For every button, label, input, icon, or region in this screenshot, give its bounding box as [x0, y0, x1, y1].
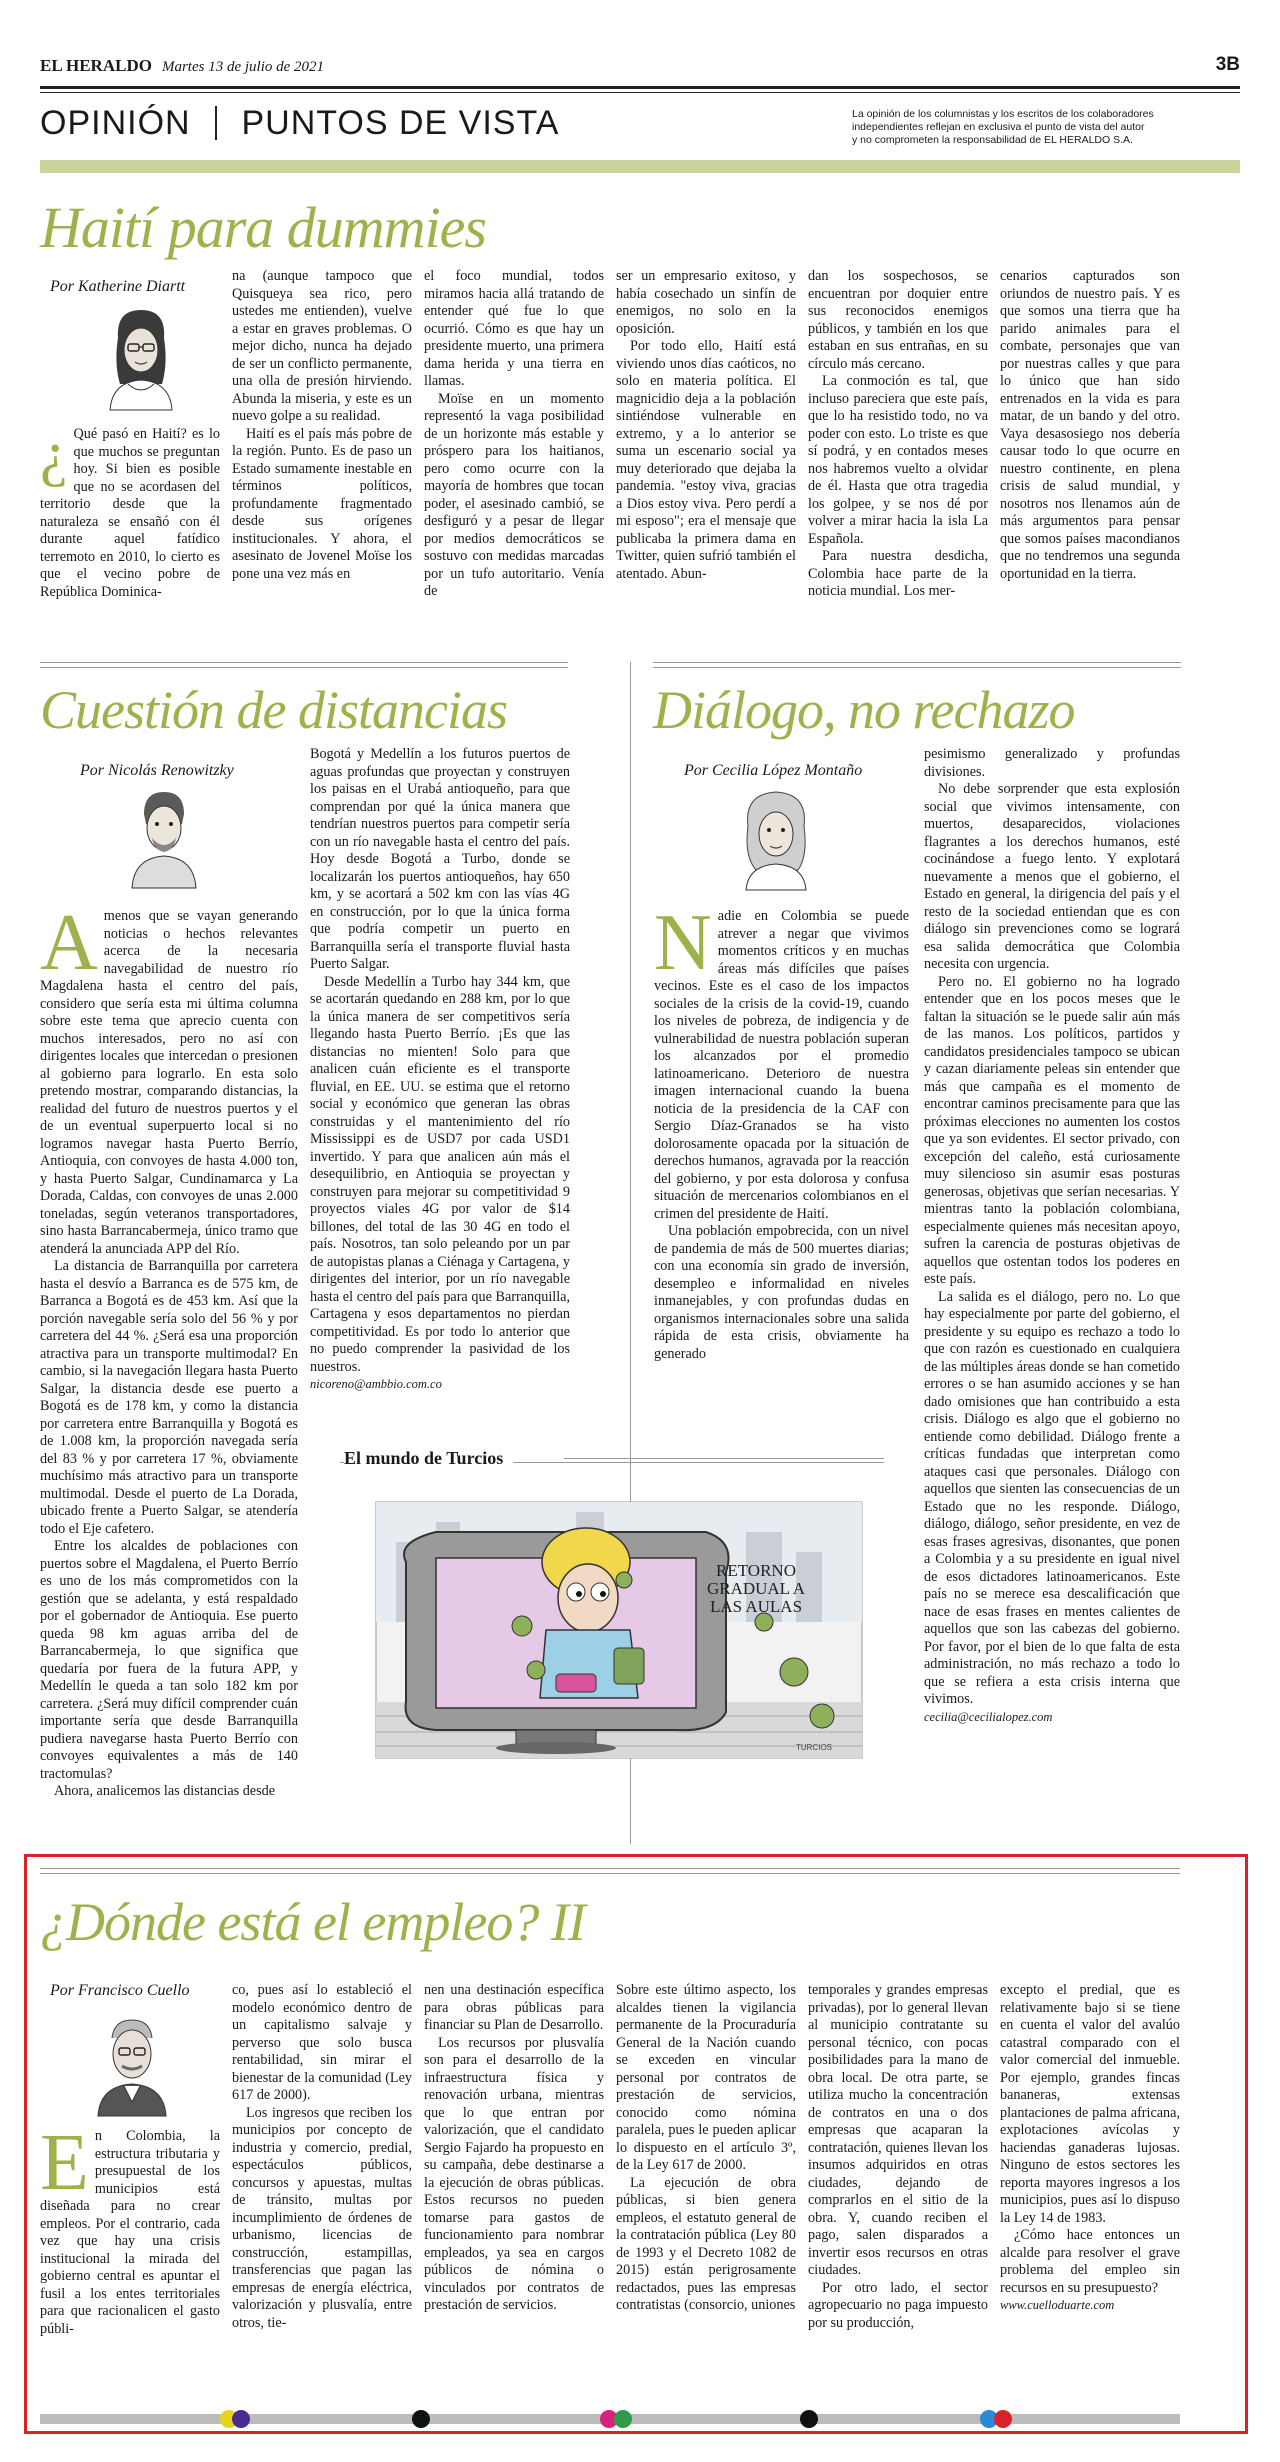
paragraph: co, pues así lo estableció el modelo económico dentro de un capitalismo salvaje y perverso que solo busca rentabilidad, sin mirar el bienestar de la comunidad (Ley 617 de 2000).: [232, 1982, 412, 2103]
paragraph: Los ingresos que reciben los municipios por concepto de industria y comercio, predial, espectáculos públicos, concursos y apuestas, multas de tránsito, multas por incumplimiento de órdenes de urbanismo, licencias de construcción, estampillas, transferencias que pagan las empresas de energía eléctrica, valorización y plusvalía, entre otros, tie-: [232, 2104, 412, 2331]
paragraph: Los recursos por plusvalía son para el desarrollo de la infraestructura física y renovación urbana, mientras que lo que entran por valorización, que el candidato Sergio Fajardo ha propuesto en su campaña, debe destinarse a la ejecución de obras públicas. Estos recursos no pueden tomarse para gastos de funcionamiento para nombrar empleados, ya sea en cargos públicos de nómina o vinculados por contratos de prestación de servicios.: [424, 2034, 604, 2313]
paragraph: La conmoción es tal, que incluso pareciera que este país, que lo ha resistido todo, no va poder con esto. Lo triste es que sí podrá, y en contados meses nos habremos vuelto a olvidar de él. Hasta que otra tragedia los golpee, y se nos dé por volver a mirar hacia la isla La Española.: [808, 373, 988, 547]
paragraph: Por otro lado, el sector agropecuario no paga impuesto por su producción,: [808, 2279, 988, 2331]
cartoon-illustration: [376, 1502, 862, 1758]
cartoon-rule-right: [564, 1458, 884, 1459]
paragraph: cenarios capturados son oriundos de nuestro país. Y es que somos una tierra que ha parido animales para el combate, personajes que van por nuestras calles y que para lo único que han sido entrenados en la vida es para matar, de un bando y del otro. Vaya desasosiego nos debería causar todo lo que ocurre en nuestro continente, en plena crisis de salud mundial, y nosotros nos llenamos aún de más argumentos para pensar que somos países macondianos que no tendremos una segunda oportunidad en la tierra.: [1000, 268, 1180, 582]
cartoon-rule-right-b: [564, 1462, 884, 1463]
article2-email: nicoreno@ambbio.com.co: [310, 1377, 442, 1391]
section-divider: [215, 106, 217, 140]
article1-headline: Haití para dummies: [40, 195, 486, 260]
reg-dot-8: [994, 2410, 1012, 2428]
cartoon-section-title: El mundo de Turcios: [344, 1448, 513, 1469]
cartoon-signature: TURCIOS: [796, 1743, 832, 1752]
article4-column-5: [808, 1982, 988, 2376]
paragraph: Para nuestra desdicha, Colombia hace parte de la noticia mundial. Los mer-: [808, 548, 988, 599]
article1-column-3: [424, 268, 604, 608]
registration-marks: [40, 2410, 1180, 2428]
paragraph: Bogotá y Medellín a los futuros puertos de aguas profundas que proyectan y construyen los paisas en el Urabá antioqueño, para que comprendan por qué la única manera que tendrían nuestros puertos para competir sería con un río navegable hasta el centro del país. Hoy desde Bogotá a Turbo, donde se localizarán los puertos antioqueños, hay 650 km, y se acortará a 502 km con las vías 4G en construcción, por lo que la única forma que podría competir un puerto en Barranquilla sería el transporte fluvial hasta Puerto Salgar.: [310, 746, 570, 972]
article1-column-2: [232, 268, 412, 608]
cartoon-caption-2: GRADUAL A: [706, 1579, 806, 1598]
article4-column-2: [232, 1982, 412, 2376]
paragraph: excepto el predial, que es relativamente bajo si se tiene en cuenta el valor del avalúo catastral comparado con el valor comercial del inmueble. Por ejemplo, grandes fincas bananeras, extensas plantaciones de palma africana, explotaciones avícolas y haciendas ganaderas lujosas. Ninguno de estos sectores les reporta mayores ingresos a los municipios, pues así lo dispuso la Ley 14 de 1983.: [1000, 1982, 1180, 2226]
author-portrait-francisco: [92, 2010, 172, 2116]
paragraph: temporales y grandes empresas privadas), por lo general llevan al municipio contratante su personal técnico, con pocas posibilidades para la mano de obra local. De otra parte, se utiliza mucho la concentración de contratos en una o dos empresas que acaparan la contratación, quienes llevan los insumos adquiridos en otras ciudades, dejando de comprarlos en el sitio de la obra. Y, cuando reciben el pago, salen disparados a invertir esos recursos en otras ciudades.: [808, 1982, 988, 2278]
paragraph: Haití es el país más pobre de la región. Punto. Es de paso un Estado sumamente inestable en términos políticos, profundamente fragmentado desde sus orígenes institucionales. Y ahora, el asesinato de Jovenel Moïse los pone una vez más en: [232, 425, 412, 582]
paragraph: Una población empobrecida, con un nivel de pandemia de más de 500 muertes diarias; con una economía sin grado de inversión, desempleo e informalidad en niveles inmanejables, y con profundas dudas en organismos internacionales sobre una salida rápida de esta crisis, obviamente ha generado: [654, 1223, 909, 1362]
article4-rule: [40, 1868, 1180, 1869]
author-portrait-nicolas: [124, 784, 204, 888]
paper-name: EL HERALDO: [40, 56, 152, 75]
article2-column-1: A menos que se vayan generando noticias o hechos relevantes acerca de la necesaria navegabilidad de nuestro río Magdalena hasta el centro del país, considero que sería esta mi última columna sobre este tema que aprecio cuenta con muchos interesados, pero no así con dirigentes locales que intercedan o presionen al gobierno para lograrlo. En esta solo pretendo mostrar, comparando distancias, la realidad del futuro de nuestros puertos y el de un eventual superpuerto local si no logramos navegar hasta Puerto Berrío, Antioquia, con convoyes de hasta 4.000 ton, y hasta Puerto Salgar, Cundinamarca y La Dorada, Caldas, con convoyes de unas 2.000 toneladas, según veteranos transportadores, sino hasta Barrancabermeja, único tramo que atenderá la anunciada APP del Río. La distancia de Barranquilla por carretera hasta el desvío a Barranca es de 575 km, de Barranca a Bogotá es de 453 km. Así que la porción navegable sería solo del 56 % y por carretera del 44 %. ¿Será esa una proporción atractiva para un transporte multimodal? En cambio, si la navegación llegara hasta Puerto Salgar, la distancia desde ese puerto a Bogotá es de 178 km, y como la distancia por carretera entre Barranquilla y Bogotá es de 1.008 km, la proporción navegada sería del 83 % y por carretera 17 %, obviamente muchísimo más atractivo para un transporte multimodal. Desde el puerto de La Dorada, ubicado frente a Puerto Salgar, se atendería todo el Eje cafetero. Entre los alcaldes de poblaciones con puertos sobre el Magdalena, el Puerto Berrío es uno de los más comprometidos con la gestión que se adelanta, y está respaldado por el gobernador de Antioquia. Ese puerto queda 98 km aguas arriba del de Barrancabermeja, lo que significa que quedaría por fuera de la futura APP, y Medellín le queda a tan solo 182 km por carretera. ¿Será muy difícil comprender cuán importante sería que desde Barranquilla pudiera navegarse hasta Puerto Berrío con convoyes equivalentes a más de 140 tractomulas? Ahora, analicemos las distancias desde: [40, 899, 298, 1799]
reg-dot-2: [232, 2410, 250, 2428]
article4-column-4: [616, 1982, 796, 2376]
article2-dropcap: A: [40, 899, 98, 987]
article1-column-1: ¿ Qué pasó en Haití? es lo que muchos se preguntan hoy. Si bien es posible que no se acordasen del territorio desde que la naturaleza se ensañó con él durante aquel fatídico terremoto en 2010, lo cierto es que el vecino pobre de República Dominica-: [40, 420, 220, 600]
article2-byline: Por Nicolás Renowitzky: [80, 762, 234, 779]
masthead-rule: [40, 86, 1240, 89]
reg-dot-3: [412, 2410, 430, 2428]
paragraph: La ejecución de obra públicas, si bien genera empleos, el estatuto general de la contratación pública (Ley 80 de 1993 y el Decreto 1082 de 2015) están perigrosamente redactados, pues las empresas contratistas (consorcio, uniones: [616, 2174, 796, 2313]
article4-byline: Por Francisco Cuello: [50, 1982, 190, 1999]
article3-dropcap: N: [654, 899, 712, 987]
disclaimer: La opinión de los columnistas y los escritos de los colaboradores independientes reflejan en exclusiva el punto de vista del autor y no comprometen la responsabilidad de EL HERALDO S.A.: [852, 108, 1154, 146]
article3-column-1: N adie en Colombia se puede atrever a negar que vivimos momentos críticos y en muchas áreas más difíciles que países vecinos. Este es el caso de los impactos sociales de la crisis de la covid-19, cuando los niveles de pobreza, de indigencia y de vulnerabilidad de nuestra población superan los alcanzados por el promedio latinoamericano. Deterioro de nuestra imagen internacional cuando la buena noticia de la presidencia de la CAF con Sergio Díaz-Granados se ha visto dolorosamente opacada por la situación de derechos humanos, agravada por la reacción del gobierno, y por esta dolorosa y confusa situación de mercenarios colombianos en el crimen del presidente de Haití. Una población empobrecida, con un nivel de pandemia de más de 500 muertes diarias; con una economía sin grado de inversión, desempleo e informalidad en niveles inmanejables, y con profundas dudas en organismos internacionales sobre una salida rápida de esta crisis, obviamente ha generado: [654, 899, 909, 1362]
masthead: [40, 56, 1240, 80]
article3-byline: Por Cecilia López Montaño: [684, 762, 863, 779]
article3-column-2: [924, 746, 1180, 1842]
page-number: 3B: [1215, 54, 1240, 75]
section-rule-1b: [40, 667, 568, 668]
article1-column-5: [808, 268, 988, 608]
article4-column-6: [1000, 1982, 1180, 2376]
paragraph: La salida es el diálogo, pero no. Lo que hay especialmente por parte del gobierno, el presidente y su equipo es rechazo a todo lo que con razón es cuestionado en cualquiera de las múltiples áreas donde se han cometido errores o se han asumido acciones y se han dado omisiones que han contribuido a esta crisis. Diálogo es algo que el gobierno no entiende como debilidad. Diálogo frente a críticas fundadas que interpretan como ataques casi que personales. Diálogo con aquellos que sienten las consecuencias de un Estado que no les responde. Diálogo, diálogo, diálogo, señor presidente, en vez de esas frases agresivas, disonantes, que ponen a Colombia y a su presidente en igual nivel de esos dictadores latinoamericanos. Este país no se merece esa descalificación que nace de esas frases en mentes calientes de aquellos que son las cabezas del gobierno. Por favor, por el bien de lo que falta de esta administración, no más rechazo a todo lo que se refiera a esta crisis interna que vivimos.: [924, 1288, 1180, 1707]
article3-email: cecilia@cecilialopez.com: [924, 1709, 1053, 1724]
paragraph: Por todo ello, Haití está viviendo unos días caóticos, no solo en materia política. El magnicidio deja a la población sintiéndose vulnerable en extremo, y a lo anterior se suma un escenario social ya muy deteriorado que dejaba la pandemia. "estoy viva, gracias a Dios estoy viva. Pero perdí a mi esposo"; era el mensaje que publicaba la primera dama en Twitter, quien sufrió también el atentado. Abun-: [616, 338, 796, 582]
article4-rule-b: [40, 1873, 1180, 1874]
paragraph: Ahora, analicemos las distancias desde: [54, 1783, 276, 1799]
paragraph: el foco mundial, todos miramos hacia allá tratando de entender qué fue lo que ocurrió. Cómo es que hay un presidente muerto, una primera dama herida y una tierra en llamas.: [424, 268, 604, 389]
paragraph: La distancia de Barranquilla por carretera hasta el desvío a Barranca es de 575 km, de Barranca a Bogotá es de 453 km. Así que la porción navegable sería solo del 56 % y por carretera del 44 %. ¿Será esa una proporción atractiva para un transporte multimodal? En cambio, si la navegación llegara hasta Puerto Salgar, la distancia desde ese puerto a Bogotá es de 178 km, y como la distancia por carretera entre Barranquilla y Bogotá es de 1.008 km, la proporción navegada sería del 83 % y por carretera 17 %, obviamente muchísimo más atractivo para un transporte multimodal. Desde el puerto de La Dorada, ubicado frente a Puerto Salgar, se atendería todo el Eje cafetero.: [40, 1258, 298, 1537]
paragraph: ser un empresario exitoso, y había cosechado un sinfín de enemigos, no solo en la oposición.: [616, 268, 796, 337]
article4-headline: ¿Dónde está el empleo? II: [40, 1892, 585, 1952]
article2-column-2: [310, 746, 570, 1391]
section-puntos: PUNTOS DE VISTA: [241, 104, 560, 142]
paragraph: Sobre este último aspecto, los alcaldes tienen la vigilancia permanente de la Procuraduría General de la Nación cuando se exceden en vincular personal por contratos de prestación de servicios, conocido como nómina paralela, pues le pueden aplicar lo dispuesto en el artículo 3º, de la Ley 617 de 2000.: [616, 1982, 796, 2173]
section-rule-2b: [653, 667, 1181, 668]
cartoon-caption-1: RETORNO: [716, 1561, 796, 1580]
author-portrait-cecilia: [734, 786, 818, 890]
article2-headline: Cuestión de distancias: [40, 680, 507, 740]
article1-column-4: [616, 268, 796, 608]
paragraph: No debe sorprender que esta explosión social que vivimos intensamente, con muertos, desaparecidos, violaciones flagrantes a los derechos humanos, esté cocinándose a fuego lento. Y explotará nuevamente a menos que el gobierno, el Estado en general, la dirigencia del país y el resto de la sociedad entiendan que es con diálogo sin prevenciones como se logrará esa salida democrática que Colombia necesita con urgencia.: [924, 781, 1180, 972]
paragraph: Pero no. El gobierno no ha logrado entender que en los pocos meses que le faltan la situación se le puede salir aún más de las manos. Los políticos, partidos y candidatos presidenciales tampoco se ubican y cazan diariamente peleas sin entender que más que campaña es el momento de encontrar caminos precisamente para que las próximas elecciones no aumenten los costos que ya son evidentes. El sector privado, con excepción del caleño, está curiosamente muy silencioso sin asumir esas posturas generosas, objetivas que serían necesarias. Y mientras tanto la población colombiana, especialmente quienes más necesitan apoyo, sufren la carencia de posturas objetivas de aquellos que ostentan todos los poderes en este país.: [924, 973, 1180, 1287]
paragraph: Entre los alcaldes de poblaciones con puertos sobre el Magdalena, el Puerto Berrío es uno de los más comprometidos con la gestión que se adelanta, y está respaldado por el gobernador de Antioquia. Ese puerto queda 98 km aguas arriba del de Barrancabermeja, lo que significa que quedaría por fuera de la futura APP, y Medellín le queda a tan solo 182 km por carretera. ¿Será muy difícil comprender cuán importante sería que desde Barranquilla pudiera navegarse hasta Puerto Berrío con convoyes equivalentes a más de 140 tractomulas?: [40, 1538, 298, 1782]
reg-dot-5: [614, 2410, 632, 2428]
cartoon-caption-3: LAS AULAS: [709, 1597, 803, 1616]
section-rule-2: [653, 662, 1181, 663]
article4-column-1: E n Colombia, la estructura tributaria y presupuestal de los municipios está diseñada para no crear empleos. Por el contrario, cada vez que hay una crisis institucional la mirada del gobierno central es apuntar el fusil a los entes territoriales para que racionalicen el gasto públi-: [40, 2119, 220, 2337]
paragraph: na (aunque tampoco que Quisqueya sea rico, pero ustedes me entienden), vuelve a estar en graves problemas. O mejor dicho, nunca ha dejado de ser un conflicto permanente, una olla de presión hirviendo. Abunda la miseria, y este es un nuevo golpe a su realidad.: [232, 268, 412, 424]
article4-website: www.cuelloduarte.com: [1000, 2298, 1115, 2312]
article1-dropcap: ¿: [40, 420, 68, 488]
paragraph: pesimismo generalizado y profundas divisiones.: [924, 746, 1180, 780]
article4-dropcap: E: [40, 2119, 89, 2207]
article4-column-3: [424, 1982, 604, 2376]
section-opinion: OPINIÓN: [40, 104, 191, 142]
paragraph: Moïse en un momento representó la vaga posibilidad de un horizonte más estable y próspero para los haitianos, pero como ocurre con la mayoría de hombres que tocan poder, el asesinado cambió, se desfiguró y a pesar de llegar por medios democráticos se sostuvo con medidas marcadas por un tufo autoritario. Venía de: [424, 390, 604, 599]
article1-column-6: [1000, 268, 1180, 608]
section-title: [40, 104, 559, 143]
section-rule-1: [40, 662, 568, 663]
paragraph: nen una destinación específica para obras públicas para financiar su Plan de Desarrollo.: [424, 1982, 604, 2033]
paragraph: ¿Cómo hace entonces un alcalde para resolver el grave problema del empleo sin recursos en su presupuesto?: [1000, 2227, 1180, 2296]
article1-byline: Por Katherine Diartt: [50, 278, 186, 295]
accent-band: [40, 160, 1240, 173]
paragraph: dan los sospechosos, se encuentran por doquier entre sus reconocidos enemigos públicos, y también en los que estaban en sus entrañas, en su círculo más cercano.: [808, 268, 988, 372]
reg-dot-6: [800, 2410, 818, 2428]
masthead-rule-thin: [40, 92, 1240, 93]
article3-headline: Diálogo, no rechazo: [653, 680, 1075, 740]
author-portrait-katherine: [98, 304, 184, 410]
paragraph: Desde Medellín a Turbo hay 344 km, que se acortarán quedando en 288 km, por lo que la única manera de ser competitivos sería llegando hasta Puerto Berrío. ¡Es que las distancias no mienten! Solo para que analicen cuán eficiente es el transporte fluvial, en EE. UU. se estima que el retorno social y económico que generan las obras construidas y el mantenimiento del río Mississippi es de USD7 por cada USD1 invertido. Y para que analicen aún más el desequilibrio, en Antioquia se proyectan y construyen para mejorar su competitividad 9 proyectos viales 4G por valor de $14 billones, del total de las 30 4G en todo el país. Nosotros, tan solo peleando por un par de autopistas planas a Ciénaga y Cartagena, y dirigentes del interior, por un río navegable hasta el centro del país para que Barranquilla, Cartagena y esos departamentos no pierdan competitividad. Es por todo lo anterior que no puedo comprender la pasividad de los nuestros.: [310, 973, 570, 1375]
issue-date: Martes 13 de julio de 2021: [161, 59, 325, 75]
